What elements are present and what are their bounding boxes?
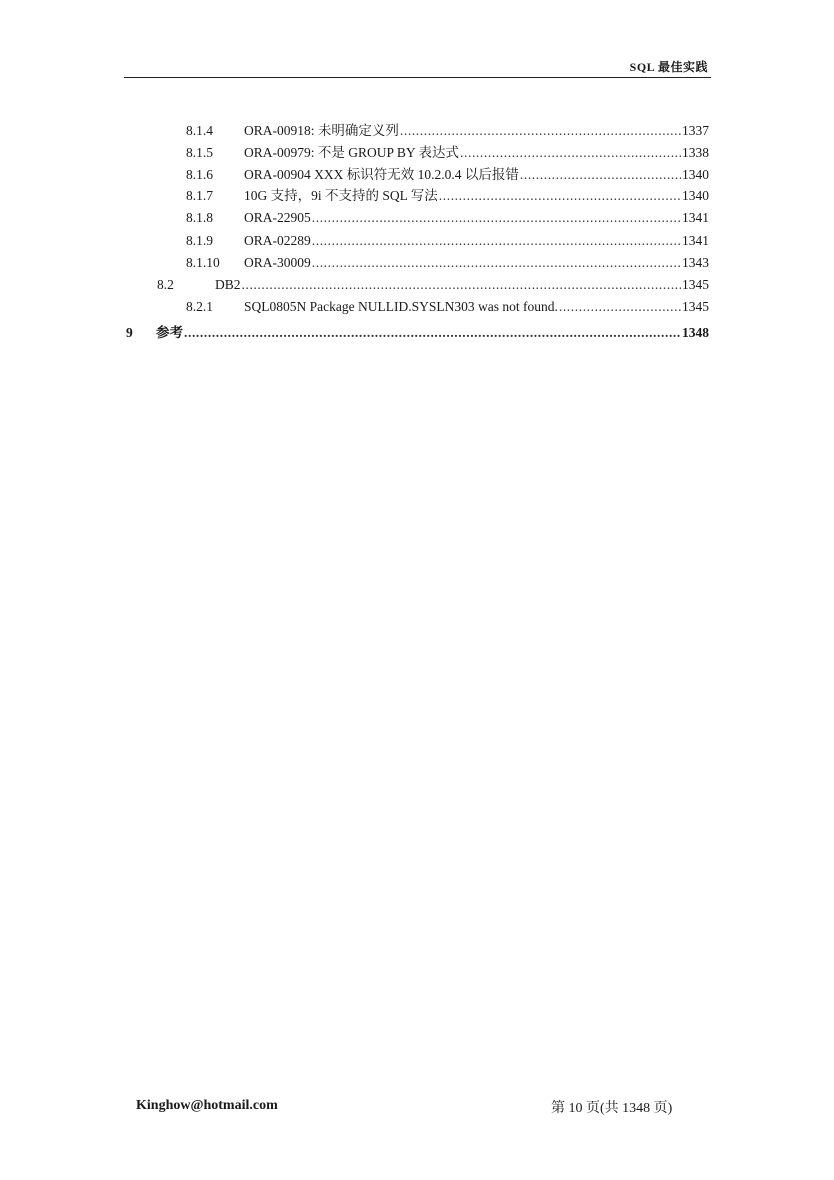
toc-entry-page: 1338: [682, 145, 709, 160]
toc-entry[interactable]: [0, 186, 834, 206]
toc-entry-title: ORA-00904 XXX 标识符无效 10.2.0.4 以后报错: [244, 167, 519, 182]
toc-entry-page: 1340: [682, 167, 709, 182]
toc-entry-number: 8.1.9: [186, 233, 213, 248]
toc-entry-number: 9: [126, 325, 133, 340]
toc-entry-number: 8.1.6: [186, 167, 213, 182]
toc-entry-title: 10G 支持，9i 不支持的 SQL 写法: [244, 188, 438, 203]
toc-dot-leader: [559, 297, 681, 317]
header-title: SQL 最佳实践: [629, 60, 708, 74]
toc-entry-page: 1345: [682, 299, 709, 314]
toc-entry-page: 1348: [682, 325, 709, 340]
footer-page-info: 第 10 页(共 1348 页): [551, 1101, 673, 1116]
toc-entry-title: ORA-00979: 不是 GROUP BY 表达式: [244, 145, 460, 160]
toc-entry[interactable]: [0, 165, 834, 185]
toc-entry-chapter[interactable]: [0, 323, 834, 343]
toc-entry[interactable]: [0, 121, 834, 141]
toc-entry[interactable]: [0, 253, 834, 273]
toc-entry-title: ORA-02289: [244, 233, 311, 248]
toc-entry-number: 8.1.7: [186, 188, 213, 203]
toc-entry-title: DB2: [215, 277, 241, 292]
toc-entry-page: 1337: [682, 123, 709, 138]
toc-dot-leader: [312, 253, 681, 273]
toc-entry[interactable]: [0, 143, 834, 163]
toc-entry-number: 8.1.10: [186, 255, 220, 270]
header-rule: [124, 77, 711, 78]
toc-dot-leader: [312, 231, 681, 251]
toc-entry-title: ORA-22905: [244, 210, 311, 225]
toc-dot-leader: [460, 143, 681, 163]
toc-entry-title: 参考: [156, 325, 183, 340]
toc-entry-number: 8.1.4: [186, 123, 213, 138]
toc-entry-page: 1345: [682, 277, 709, 292]
toc-entry-number: 8.2: [157, 277, 174, 292]
toc-dot-leader: [184, 323, 681, 343]
toc-dot-leader: [439, 186, 681, 206]
toc-entry-number: 8.1.8: [186, 210, 213, 225]
toc-entry[interactable]: [0, 231, 834, 251]
toc-entry[interactable]: [0, 208, 834, 228]
toc-entry-title: SQL0805N Package NULLID.SYSLN303 was not found.: [244, 299, 558, 314]
toc-dot-leader: [400, 121, 681, 141]
toc-entry[interactable]: [0, 275, 834, 295]
toc-entry[interactable]: [0, 297, 834, 317]
footer-email: Kinghow@hotmail.com: [136, 1098, 278, 1113]
toc-entry-page: 1341: [682, 210, 709, 225]
toc-entry-page: 1341: [682, 233, 709, 248]
toc-entry-page: 1343: [682, 255, 709, 270]
toc-entry-page: 1340: [682, 188, 709, 203]
toc-dot-leader: [312, 208, 681, 228]
toc-entry-title: ORA-00918: 未明确定义列: [244, 123, 399, 138]
toc-entry-title: ORA-30009: [244, 255, 311, 270]
toc-dot-leader: [520, 165, 681, 185]
toc-entry-number: 8.1.5: [186, 145, 213, 160]
toc-entry-number: 8.2.1: [186, 299, 213, 314]
toc-dot-leader: [242, 275, 681, 295]
